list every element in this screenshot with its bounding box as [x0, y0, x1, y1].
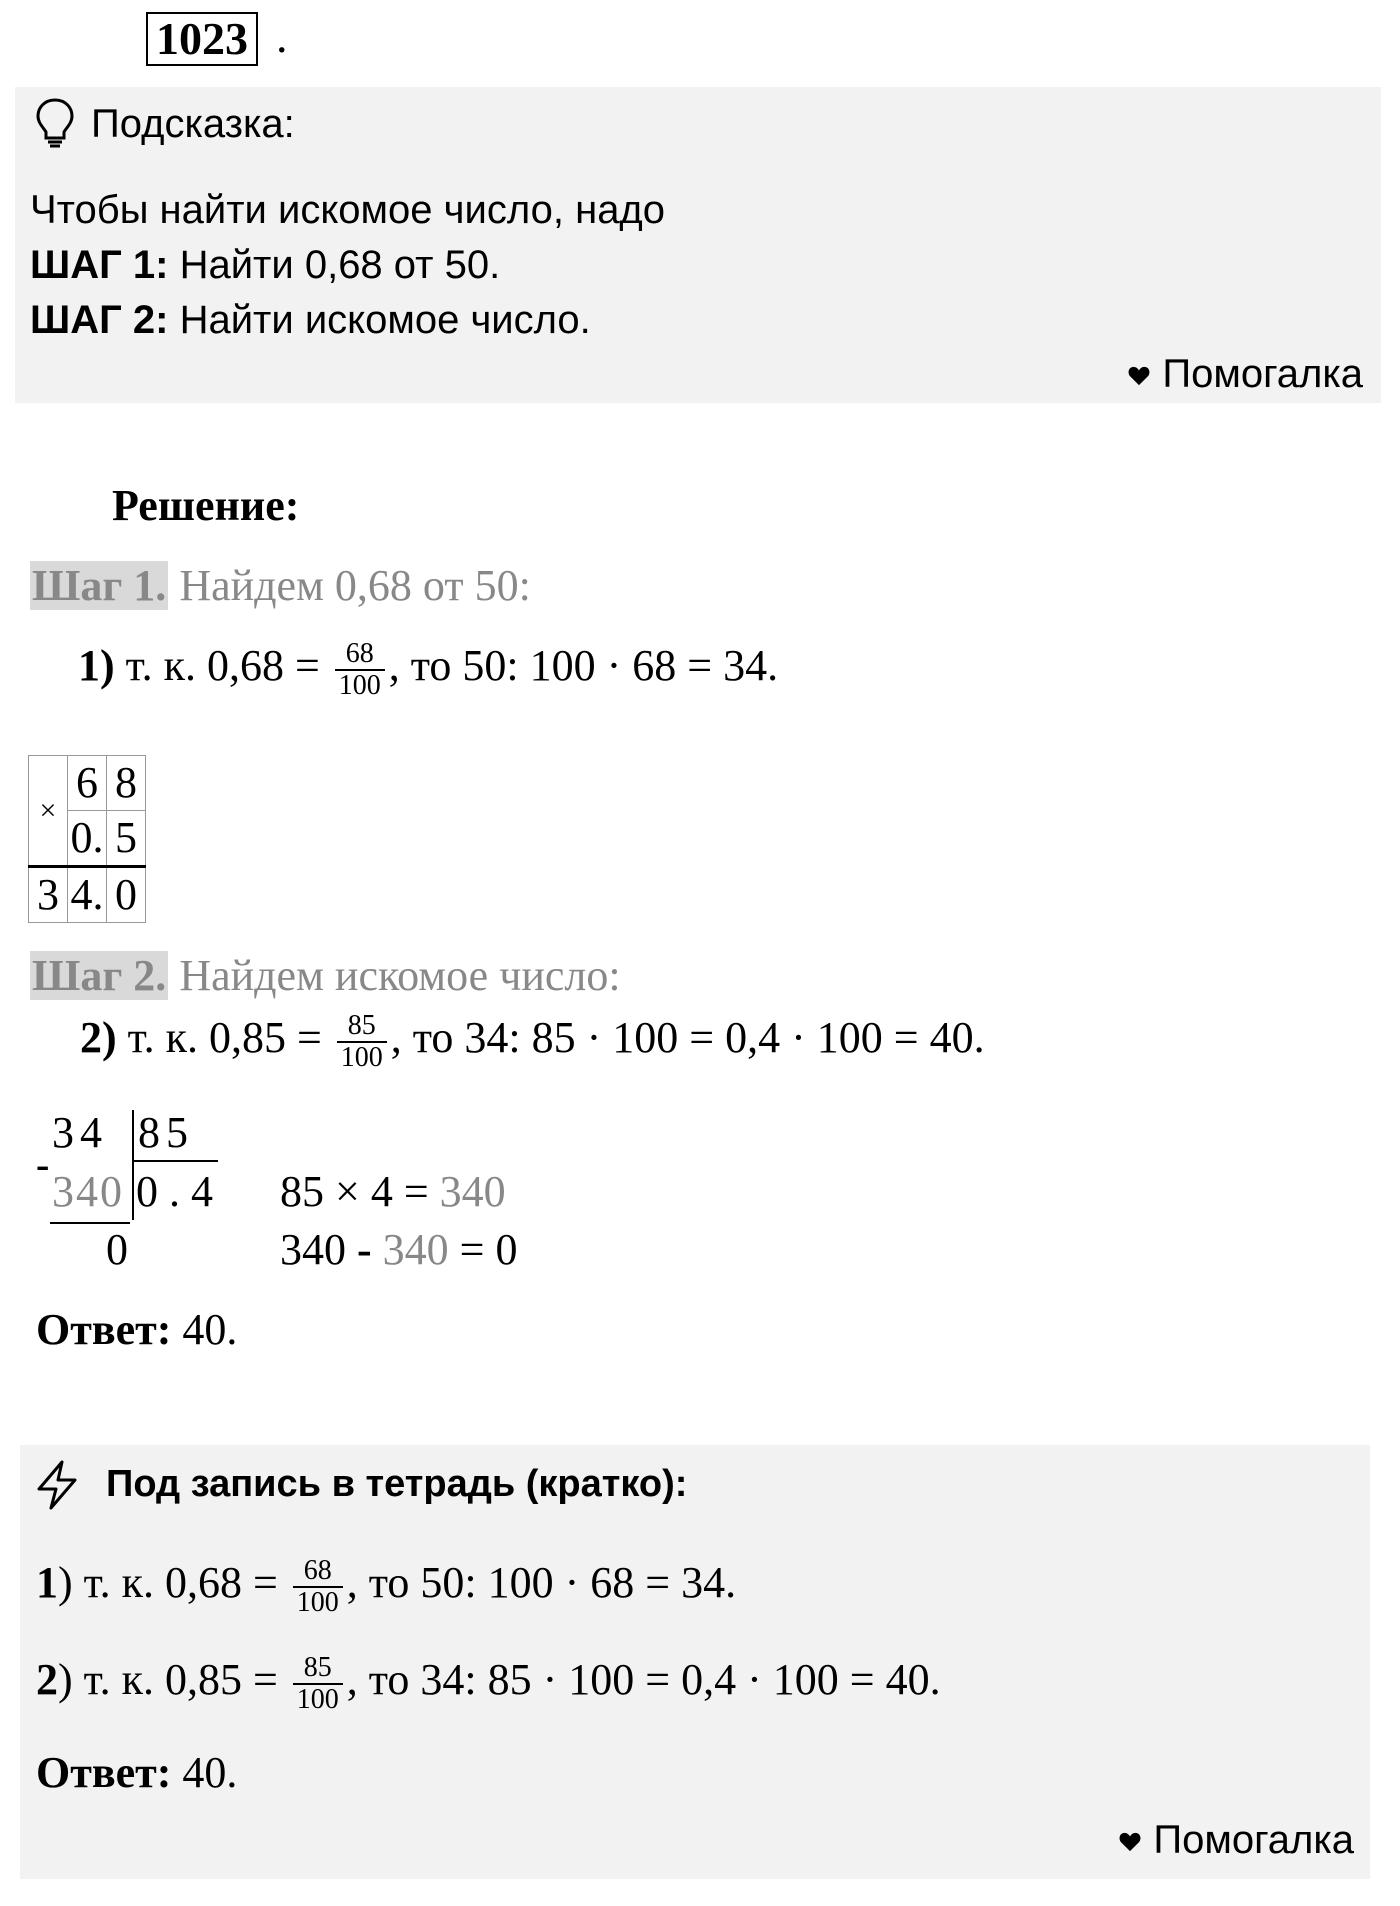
- hint-step2-label: ШАГ 2:: [30, 298, 169, 342]
- fraction-denominator: 100: [340, 1041, 383, 1073]
- division-note-2-sub: 340: [371, 1225, 449, 1274]
- equation-1-pre: т. к. 0,68 =: [125, 641, 320, 690]
- notes-line-1-pre: ) т. к. 0,68 =: [58, 1558, 278, 1607]
- fraction-85-100: [293, 1653, 343, 1715]
- hint-step1-values: 0,68 от 50: [304, 243, 490, 287]
- solution-answer: [36, 1302, 237, 1358]
- equation-1-number: 1): [78, 641, 115, 690]
- multiply-sign: ×: [29, 756, 68, 867]
- mult-cell: 0: [107, 867, 146, 923]
- hint-box: [15, 87, 1381, 403]
- solution-step1-text: Найдем 0,68 от 50:: [179, 561, 531, 610]
- division-note-1: [280, 1164, 506, 1220]
- solution-step1-label: Шаг 1.: [32, 561, 167, 610]
- notes-line-2: [36, 1650, 941, 1715]
- hint-intro: Чтобы найти искомое число, надо: [30, 188, 666, 232]
- equation-2-pre: т. к. 0,85 =: [127, 1013, 322, 1062]
- heart-icon: [1128, 365, 1150, 387]
- hint-step1-label: ШАГ 1:: [30, 243, 169, 287]
- equation-2-number: 2): [80, 1013, 117, 1062]
- hint-title: Подсказка:: [91, 102, 295, 146]
- fraction-numerator: 85: [293, 1653, 343, 1685]
- hint-step1-period: .: [489, 243, 501, 287]
- division-note-2-lhs: 340: [280, 1225, 357, 1274]
- lightning-icon: [34, 1459, 80, 1511]
- fraction-numerator: 85: [337, 1011, 387, 1043]
- division-note-2-minus: -: [357, 1225, 372, 1274]
- problem-number: 1023: [146, 12, 258, 66]
- fraction-denominator: 100: [296, 1683, 339, 1715]
- division-divisor-underline: [132, 1160, 218, 1162]
- notes-line-2-pre: ) т. к. 0,85 =: [58, 1655, 278, 1704]
- fraction-68-100: [293, 1556, 343, 1618]
- notes-line-2-number: 2: [36, 1655, 58, 1704]
- notes-title: Под запись в тетрадь (кратко):: [106, 1463, 688, 1505]
- solution-answer-value: 40.: [171, 1305, 238, 1354]
- solution-step2-label: Шаг 2.: [32, 951, 167, 1000]
- multiplication-grid: [28, 755, 146, 923]
- heart-icon: [1119, 1831, 1141, 1853]
- fraction-85-100: [337, 1011, 387, 1073]
- hint-brand-label: Помогалка: [1162, 352, 1363, 396]
- division-note-2-result: = 0: [448, 1225, 518, 1274]
- hint-step1-text: Найти: [179, 243, 294, 287]
- division-subtrahend: 340: [52, 1167, 124, 1216]
- mult-cell: 8: [107, 756, 146, 811]
- mult-cell: 3: [29, 867, 68, 923]
- division-minus-sign: -: [36, 1142, 50, 1187]
- division-divisor: 85: [138, 1108, 194, 1157]
- mult-cell: 4.: [68, 867, 107, 923]
- hint-brand: [1128, 349, 1363, 399]
- division-vertical-line: [132, 1110, 134, 1220]
- problem-number-dot: .: [276, 11, 288, 62]
- notes-box: [20, 1445, 1370, 1879]
- fraction-denominator: 100: [338, 669, 381, 701]
- mult-cell: 5: [107, 811, 146, 867]
- solution-step1-heading: [30, 558, 531, 614]
- notes-answer: [36, 1745, 237, 1801]
- fraction-numerator: 68: [293, 1556, 343, 1588]
- solution-equation-1: [78, 636, 778, 701]
- notes-brand: [1119, 1815, 1354, 1865]
- division-dividend: 34: [52, 1108, 108, 1157]
- solution-equation-2: [80, 1008, 985, 1073]
- notes-line-2-post: , то 34: 85 · 100 = 0,4 · 100 = 40.: [346, 1655, 941, 1704]
- notes-answer-value: 40.: [171, 1748, 238, 1797]
- notes-line-1-number: 1: [36, 1558, 58, 1607]
- fraction-denominator: 100: [296, 1586, 339, 1618]
- hint-step1: [30, 240, 500, 290]
- lightbulb-icon: [35, 97, 75, 149]
- mult-cell: 0.: [68, 811, 107, 867]
- hint-step2-text: Найти искомое число.: [179, 298, 591, 342]
- solution-answer-label: Ответ:: [36, 1305, 172, 1354]
- hint-step2: [30, 295, 591, 345]
- division-note-2: [280, 1222, 517, 1278]
- notes-line-1-post: , то 50: 100 · 68 = 34.: [346, 1558, 737, 1607]
- mult-cell: 6: [68, 756, 107, 811]
- division-remainder: 0: [106, 1225, 128, 1274]
- fraction-68-100: [335, 639, 385, 701]
- solution-step2-text: Найдем искомое число:: [179, 951, 621, 1000]
- notes-brand-label: Помогалка: [1153, 1818, 1354, 1862]
- division-quotient: 0 . 4: [136, 1167, 213, 1216]
- notes-answer-label: Ответ:: [36, 1748, 172, 1797]
- solution-step2-heading: [30, 948, 621, 1004]
- notes-line-1: [36, 1553, 736, 1618]
- solution-title: Решение:: [112, 481, 300, 530]
- division-note-1-lhs: 85 × 4 =: [280, 1167, 440, 1216]
- equation-2-post: , то 34: 85 · 100 = 0,4 · 100 = 40.: [390, 1013, 985, 1062]
- fraction-numerator: 68: [335, 639, 385, 671]
- division-note-1-result: 340: [439, 1167, 506, 1216]
- equation-1-post: , то 50: 100 · 68 = 34.: [388, 641, 779, 690]
